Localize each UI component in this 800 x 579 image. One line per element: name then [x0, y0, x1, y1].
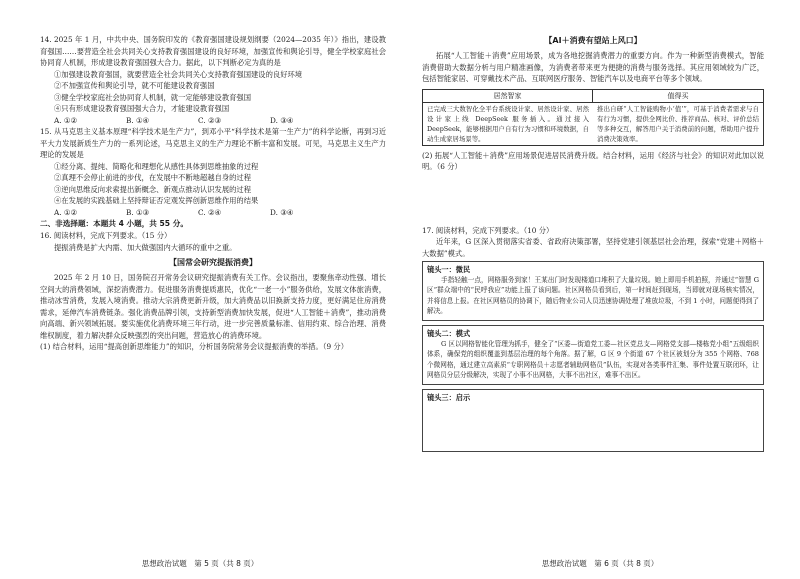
lens-three-box[interactable]	[422, 389, 764, 452]
left-footer: 思想政治试题 第 5 页（共 8 页）	[141, 559, 259, 568]
q14-option-3: ③健全学校家庭社会协同育人机制，就一定能够建设教育强国	[54, 92, 252, 102]
q16-stem: 16. 阅读材料，完成下列要求。（15 分）	[40, 231, 172, 240]
q15-option-1: ①经分离、提纯、简略化和理想化从感性具体到思维抽象的过程	[54, 161, 259, 171]
right-footer: 思想政治试题 第 6 页（共 8 页）	[541, 559, 659, 568]
answer-space	[422, 173, 764, 225]
q14-stem: 14. 2025 年 1 月，中共中央、国务院印发的《教育强国建设规划纲要（2024—2035 年）》指出，建设教育强国……要营造全社会共同关心支持教育强国建设的良好环境，加强宣传和舆论引导，健全学校家庭社会协同育人机制，形成建设教育强国强大合力。据此，以下判断必定为真的是	[40, 35, 386, 67]
q14-choices	[40, 115, 386, 127]
q17-stem: 17. 阅读材料，完成下列要求。（10 分）	[422, 225, 554, 235]
q15-option-2: ②真理不会停止前进的步伐，在发展中不断地超越自身的过程	[54, 173, 252, 182]
q14-choice-d: D. ③④	[270, 115, 294, 125]
q15-choices	[40, 207, 386, 219]
company-table	[422, 89, 764, 146]
q16-requirement-2: (2) 拓展“人工智能＋消费”应用场景促进居民消费升级。结合材料，运用《经济与社会》的知识对此加以说明。（6 分）	[422, 150, 764, 171]
table-header-1: 居然智家	[423, 90, 593, 103]
q16-material-body: 2025 年 2 月 10 日，国务院召开常务会议研究提振消费有关工作。会议指出，要聚焦牵动性强、增长空间大的消费领域，深挖消费潜力。促进服务消费提质惠民，优化“一老一小”服务供给，发展文体旅消费，推动冰雪消费，发展入境消费。推动大宗消费更新升级，加大消费品以旧换新支持力度，更好满足住房消费需求，延伸汽车消费链条。强化消费品牌引领，支持新型消费加快发展，促进“人工智能＋消费”，推动消费向高端、新兴领域拓展。要实施优化消费环境三年行动，进一步完善质量标准、信用约束、综合治理、消费维权制度，着力解决群众反映强烈的突出问题，营造放心的消费环境。	[40, 273, 386, 340]
q17-intro: 近年来，G 区深入贯彻落实省委、省政府决策部署，坚持党建引领基层社会治理，探索“党建＋网格＋大数据”模式。	[422, 237, 764, 258]
table-header-2: 值得买	[593, 90, 763, 103]
lens-two-box	[422, 325, 764, 385]
q16-material-title: 【国常会研究提振消费】	[169, 258, 257, 267]
ai-material-body: 拓展“人工智能＋消费”应用场景，成为各地挖掘消费潜力的重要方向。作为一种新型消费模式，智能消费借助大数据分析与用户精准画像，为消费者带来更为便捷的消费与服务选择。其应用领域较为广泛，包括智能家居、可穿戴技术产品、互联网医疗服务、智能汽车以及电商平台等多个领域。	[422, 51, 764, 83]
ai-material-title: 【AI＋消费有望站上风口】	[544, 36, 642, 45]
q16-quote: 提振消费是扩大内需、加大做强国内大循环的重中之重。	[54, 242, 237, 252]
right-page	[400, 0, 800, 579]
q16-requirement-1: (1) 结合材料，运用“提高创新思维能力”的知识，分析国务院常务会议提振消费的举措。（9 分）	[40, 342, 349, 351]
q14-choice-b: B. ①④	[126, 115, 150, 125]
table-cell-1: 已完成三大数智化全平台系统设计家、居然设计家、居然设计家上线 DeepSeek 服务插入。通过接入 DeepSeek，能够根据用户自有行为习惯和环境数据，自动生成家居场景等。	[427, 104, 589, 143]
lens-one-box	[422, 261, 764, 321]
q15-stem: 15. 从马克思主义基本原理“科学技术是生产力”，到邓小平“科学技术是第一生产力”的科学论断，再到习近平大力发展新质生产力的一系列论述，马克思主义的生产力理论不断丰富和发展。可见，马克思主义生产力理论的发展是	[40, 127, 386, 159]
table-cell-2: 推出自研“人工智能购物小‘值’”，可基于消费者需求与自有行为习惯，提供全网比价、推荐商品、核对、评价总结等多种交互，解答用户关于消费前的问题，帮助用户提升消费决策效率。	[597, 104, 759, 143]
lens-two-body: G 区以网格智能化管理为抓手，健全了“区委—街道党工委—社区党总支—网格党支部—楼栋党小组”五级组织体系，确保党的组织覆盖到基层治理的每个角落。据了解，G 区 9 个街道 67 个社区被划分为 355 个网格、768 个微网格，通过建立高素质“专职网格员＋志愿者辅助网格员”队伍，实现对各类事件汇集、事件处置互联闭环，让网格员分层分级解决，实现了小事不出网格，大事不出社区，难事不出区。	[427, 340, 759, 380]
q15-choice-d: D. ③④	[270, 207, 294, 217]
q14-option-2: ②不加强宣传和舆论引导，就不可能建设教育强国	[54, 81, 215, 90]
q14-option-4: ④只有形成建设教育强国强大合力，才能建设教育强国	[54, 104, 230, 113]
q15-choice-c: C. ②④	[198, 207, 222, 217]
lens-three-title: 镜头三：启示	[427, 393, 471, 403]
part-two-heading: 二、非选择题：本题共 4 小题，共 55 分。	[40, 219, 188, 228]
q14-option-1: ①加强建设教育强国，就要营造全社会共同关心支持教育强国建设的良好环境	[54, 69, 303, 79]
lens-one-body: 手指轻触一点，网格服务到家！王某出门时发现楼道口堆积了大量垃圾。她上即用手机拍照，并通过“智慧 G 区”群众端中的“民呼我应”功能上报了该问题。社区网格员看到后，第一时间赶到现场，当即就对现场核实情况，并将信息上报。在社区网格员的协调下，随后物业公司人员迅速协调处理了堆放垃圾，不到 1 小时，问题便得到了解决。	[427, 276, 759, 315]
lens-one-title: 镜头一：微民	[427, 265, 471, 274]
q15-choice-b: B. ①③	[126, 207, 150, 217]
q14-choice-a: A. ①②	[54, 115, 77, 125]
q15-option-4: ④在发展的实践基础上坚持辩证否定观发挥创新思维作用的结果	[54, 196, 259, 205]
q14-choice-c: C. ②③	[198, 115, 222, 125]
lens-two-title: 镜头二：模式	[427, 329, 471, 339]
q15-choice-a: A. ①②	[54, 207, 77, 217]
lens-three-answer-area[interactable]	[427, 403, 759, 447]
q15-option-3: ③逆向思维反向求索提出新概念、新观点推动认识发展的过程	[54, 184, 252, 194]
